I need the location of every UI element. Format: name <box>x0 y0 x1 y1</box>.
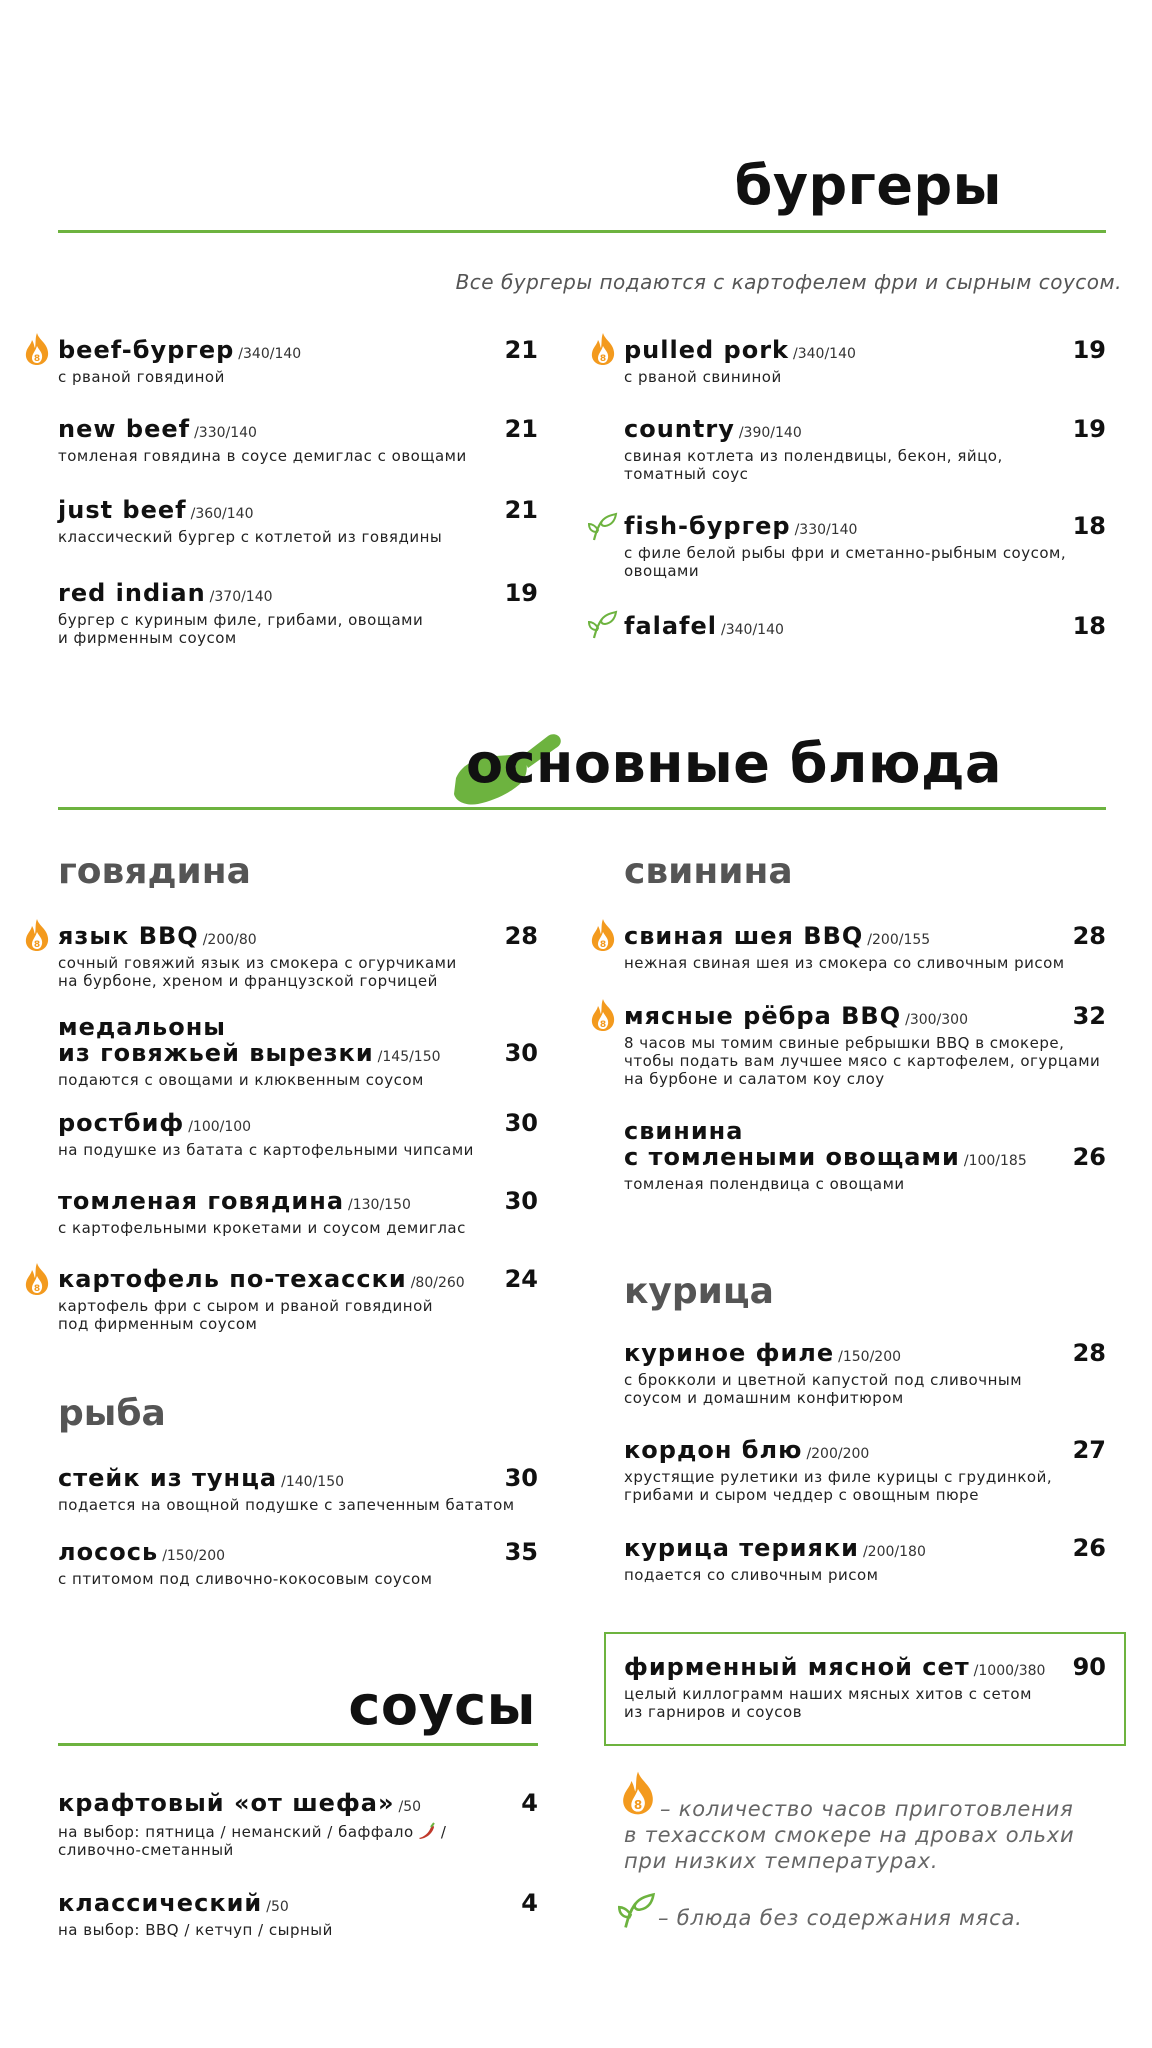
fire-icon <box>588 918 618 952</box>
item-price: 28 <box>504 922 538 950</box>
item-weight: /370/140 <box>209 589 273 605</box>
item-weight: /200/200 <box>806 1446 870 1462</box>
item-weight: /50 <box>266 1899 289 1915</box>
menu-item <box>624 337 1106 385</box>
legend-leaf-text: – блюда без содержания мяса. <box>658 1906 1023 1930</box>
item-desc: сочный говяжий язык из смокера с огурчиками <box>58 954 457 972</box>
menu-item <box>624 1340 1106 1406</box>
fire-icon <box>22 332 52 366</box>
menu-item <box>58 497 538 545</box>
item-name: country <box>624 415 735 443</box>
item-weight: /360/140 <box>190 506 254 522</box>
item-name: картофель по-техасски <box>58 1265 407 1293</box>
item-name: мясные рёбра BBQ <box>624 1002 902 1030</box>
item-price: 24 <box>504 1265 538 1293</box>
menu-item <box>58 1188 538 1236</box>
main-rule <box>58 807 1106 810</box>
menu-item <box>624 923 1106 971</box>
item-weight: /50 <box>398 1799 422 1815</box>
item-price: 4 <box>521 1789 538 1817</box>
fire-icon <box>588 998 618 1032</box>
item-desc: на подушке из батата с картофельными чипсами <box>58 1141 474 1159</box>
item-weight: /200/80 <box>202 932 257 948</box>
item-price: 18 <box>1072 612 1106 640</box>
item-price: 30 <box>504 1187 538 1215</box>
menu-item <box>58 1539 538 1587</box>
menu-item <box>58 337 538 385</box>
item-name: крафтовый «от шефа» <box>58 1789 395 1817</box>
item-desc: на выбор: BBQ / кетчуп / сырный <box>58 1921 333 1939</box>
burgers-note: Все бургеры подаются с картофелем фри и сырным соусом. <box>455 270 1122 294</box>
pork-subtitle: свинина <box>624 851 793 892</box>
menu-item <box>58 1790 538 1858</box>
item-weight: /330/140 <box>194 425 257 441</box>
menu-item <box>58 923 538 989</box>
menu-item <box>58 580 538 646</box>
legend-fire-line: – количество часов приготовления <box>660 1797 1074 1821</box>
item-desc: и фирменным соусом <box>58 629 237 647</box>
item-price: 32 <box>1072 1002 1106 1030</box>
item-price: 30 <box>504 1039 538 1067</box>
item-price: 19 <box>1072 415 1106 443</box>
item-price: 19 <box>504 579 538 607</box>
item-name: ростбиф <box>58 1109 185 1137</box>
menu-item <box>624 513 1106 579</box>
item-desc: сливочно-сметанный <box>58 1841 234 1859</box>
fire-icon <box>22 1262 52 1296</box>
item-price: 21 <box>504 415 538 443</box>
menu-item <box>58 416 538 464</box>
item-price: 4 <box>521 1889 538 1917</box>
item-price: 21 <box>504 336 538 364</box>
item-weight: /200/155 <box>867 932 931 948</box>
item-desc: под фирменным соусом <box>58 1315 258 1333</box>
item-price: 28 <box>1072 922 1106 950</box>
menu-item <box>58 1266 538 1332</box>
item-desc: с брокколи и цветной капустой под сливочным <box>624 1371 1023 1389</box>
item-weight: /200/180 <box>862 1544 926 1560</box>
item-weight: /150/200 <box>162 1548 226 1564</box>
item-name: курица терияки <box>624 1534 859 1562</box>
menu-item <box>624 1535 1106 1583</box>
fire-icon <box>22 918 52 952</box>
menu-item <box>624 416 1106 482</box>
item-desc: подается со сливочным рисом <box>624 1566 879 1584</box>
leaf-icon <box>588 610 618 640</box>
item-price: 18 <box>1072 512 1106 540</box>
item-desc: на бурбоне и салатом коу слоу <box>624 1070 885 1088</box>
item-price: 27 <box>1072 1436 1106 1464</box>
item-name: new beef <box>58 415 191 443</box>
item-desc: томленая говядина в соусе демиглас с овощами <box>58 447 467 465</box>
item-name: fish-бургер <box>624 512 791 540</box>
item-name: классический <box>58 1889 263 1917</box>
item-price: 28 <box>1072 1339 1106 1367</box>
item-name: томленая говядина <box>58 1187 345 1215</box>
item-desc: классический бургер с котлетой из говядины <box>58 528 443 546</box>
item-name: кордон блю <box>624 1436 803 1464</box>
legend-fire-line: в техасском смокере на дровах ольхи <box>624 1823 1075 1847</box>
item-desc: грибами и сыром чеддер с овощным пюре <box>624 1486 979 1504</box>
beef-subtitle: говядина <box>58 851 251 892</box>
item-desc: с птитомом под сливочно-кокосовым соусом <box>58 1570 433 1588</box>
item-price: 35 <box>504 1538 538 1566</box>
item-desc: бургер с куриным филе, грибами, овощами <box>58 611 424 629</box>
item-desc: с рваной свининой <box>624 368 782 386</box>
item-desc: 8 часов мы томим свиные ребрышки BBQ в смокере, <box>624 1034 1065 1052</box>
item-weight: /1000/380 <box>973 1663 1046 1679</box>
item-weight: /330/140 <box>794 522 858 538</box>
fire-icon <box>588 332 618 366</box>
item-desc: с филе белой рыбы фри и сметанно-рыбным соусом, <box>624 544 1067 562</box>
item-price: 30 <box>504 1464 538 1492</box>
item-weight: /340/140 <box>238 346 302 362</box>
sauces-title: соусы <box>348 1674 536 1737</box>
menu-item <box>624 1118 1106 1192</box>
item-desc: свиная котлета из полендвицы, бекон, яйцо, <box>624 447 1003 465</box>
item-weight: /150/200 <box>838 1349 902 1365</box>
item-desc: на бурбоне, хреном и французской горчицей <box>58 972 438 990</box>
item-price: 30 <box>504 1109 538 1137</box>
item-desc: целый киллограмм наших мясных хитов с сетом <box>624 1685 1032 1703</box>
item-price: 90 <box>1072 1653 1106 1681</box>
menu-item-signature-set <box>624 1654 1106 1720</box>
item-desc: хрустящие рулетики из филе курицы с грудинкой, <box>624 1468 1053 1486</box>
item-weight: /145/150 <box>377 1049 441 1065</box>
fish-subtitle: рыба <box>58 1393 166 1434</box>
item-desc: нежная свиная шея из смокера со сливочным рисом <box>624 954 1065 972</box>
item-desc: соусом и домашним конфитюром <box>624 1389 904 1407</box>
leaf-icon <box>618 1892 656 1930</box>
chili-icon <box>416 1822 436 1840</box>
fire-icon <box>618 1770 658 1816</box>
item-name: стейк из тунца <box>58 1464 278 1492</box>
burgers-rule <box>58 230 1106 233</box>
item-weight: /100/185 <box>963 1153 1027 1169</box>
item-name: pulled pork <box>624 336 789 364</box>
item-name: медальоны <box>58 1013 226 1041</box>
item-name: red indian <box>58 579 206 607</box>
item-weight: /140/150 <box>281 1474 345 1490</box>
sauces-rule <box>58 1743 538 1746</box>
item-weight: /130/150 <box>348 1197 411 1213</box>
item-weight: /80/260 <box>410 1275 465 1291</box>
item-weight: /340/140 <box>793 346 856 362</box>
legend-fire-line: при низких температурах. <box>624 1849 939 1873</box>
menu-item <box>58 1890 538 1938</box>
item-name-line2: с томлеными овощами <box>624 1143 960 1171</box>
item-desc: картофель фри с сыром и рваной говядиной <box>58 1297 434 1315</box>
item-desc: на выбор: пятница / неманский / баффало <box>58 1823 414 1841</box>
item-name: свинина <box>624 1117 744 1145</box>
item-name: язык BBQ <box>58 922 199 950</box>
item-name: just beef <box>58 496 187 524</box>
item-desc: / <box>435 1823 447 1841</box>
item-weight: /100/100 <box>188 1119 252 1135</box>
item-desc: овощами <box>624 562 700 580</box>
item-name-line2: из говяжьей вырезки <box>58 1039 374 1067</box>
item-name: falafel <box>624 612 718 640</box>
item-desc: томатный соус <box>624 465 749 483</box>
item-name: лосось <box>58 1538 159 1566</box>
chicken-subtitle: курица <box>624 1271 774 1312</box>
item-desc: подается на овощной подушке с запеченным бататом <box>58 1496 515 1514</box>
leaf-icon <box>588 512 618 542</box>
burgers-title: бургеры <box>734 154 1002 217</box>
item-name: beef-бургер <box>58 336 235 364</box>
item-desc: с картофельными крокетами и соусом демиглас <box>58 1219 466 1237</box>
menu-item <box>58 1110 538 1158</box>
menu-item <box>58 1014 538 1088</box>
item-name: фирменный мясной сет <box>624 1653 970 1681</box>
item-desc: подаются с овощами и клюквенным соусом <box>58 1071 424 1089</box>
menu-item <box>624 1437 1106 1503</box>
item-price: 21 <box>504 496 538 524</box>
item-weight: /340/140 <box>721 622 784 638</box>
menu-item <box>624 1003 1106 1087</box>
item-weight: /300/300 <box>905 1012 968 1028</box>
menu-item <box>624 613 1106 643</box>
main-title: основные блюда <box>465 732 1002 795</box>
item-price: 26 <box>1072 1143 1106 1171</box>
item-desc: из гарниров и соусов <box>624 1703 803 1721</box>
item-weight: /390/140 <box>738 425 802 441</box>
item-price: 26 <box>1072 1534 1106 1562</box>
item-desc: томленая полендвица с овощами <box>624 1175 905 1193</box>
menu-item <box>58 1465 538 1513</box>
item-name: свиная шея BBQ <box>624 922 864 950</box>
item-name: куриное филе <box>624 1339 835 1367</box>
item-desc: чтобы подать вам лучшее мясо с картофелем, огурцами <box>624 1052 1101 1070</box>
item-desc: с рваной говядиной <box>58 368 225 386</box>
item-price: 19 <box>1072 336 1106 364</box>
